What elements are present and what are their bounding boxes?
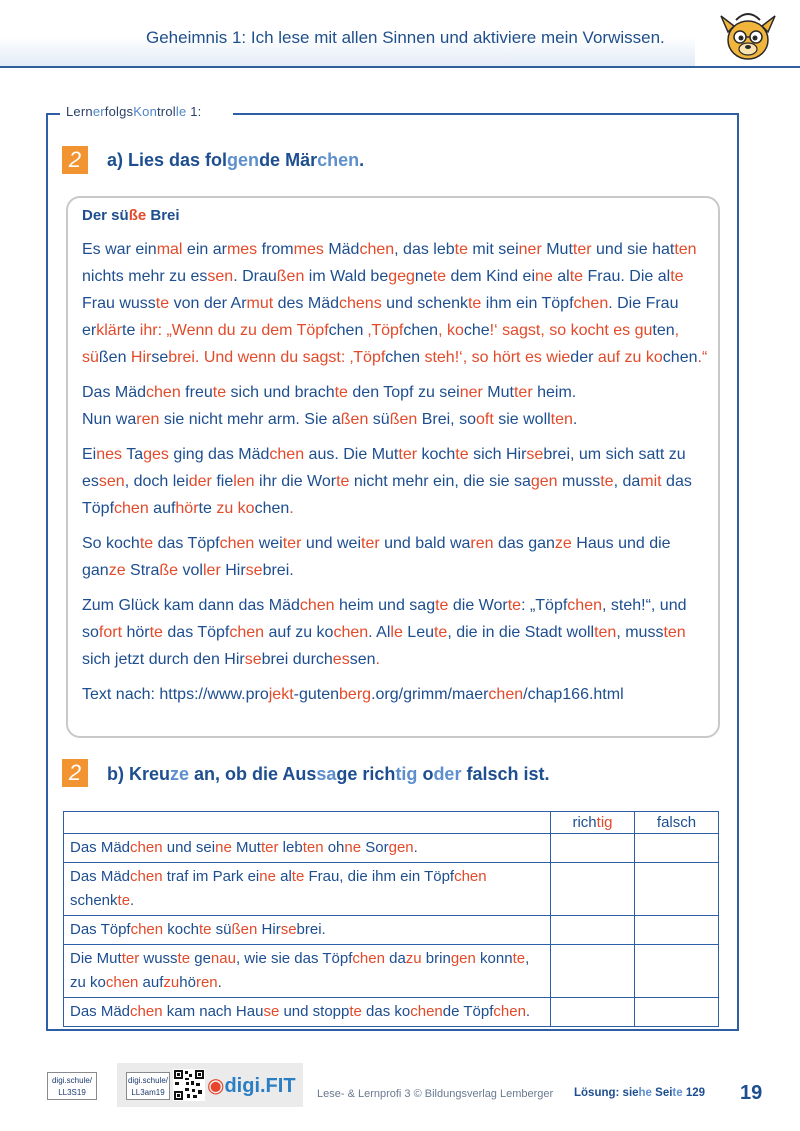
digi-fit-mark-icon: ◉ — [207, 1075, 225, 1097]
solution-reference: Lösung: siehe Seite 129 — [574, 1087, 706, 1099]
table-row — [64, 863, 719, 916]
copyright-text: Lese- & Lernprofi 3 © Bildungsverlag Lemberger — [317, 1088, 554, 1100]
table-row — [64, 916, 719, 945]
richtig-checkbox[interactable] — [551, 834, 635, 863]
story-paragraph: Eines Tages ging das Mädchen aus. Die Mutter kochte sich Hirsebrei, um sich satt zu essen, doch leider fielen ihr die Worte nicht mehr ein, die sie sagen musste, damit das Töpfchen aufhörte zu kochen. — [82, 446, 692, 517]
task-number-badge: 2 — [62, 146, 88, 174]
table-row — [64, 998, 719, 1027]
statement-text: Das Mädchen und seine Mutter lebten ohne Sorgen. — [64, 834, 551, 863]
story-text — [82, 236, 716, 716]
story-paragraph: Das Mädchen freute sich und brachte den Topf zu seiner Mutter heim. — [82, 384, 577, 401]
task-a-title: a) Lies das folgende Märchen. — [107, 150, 365, 170]
richtig-checkbox[interactable] — [551, 916, 635, 945]
story-paragraph: Zum Glück kam dann das Mädchen heim und sagte die Worte: „Töpfchen, steh!“, und sofort hörte das Töpfchen auf zu kochen. Alle Leute, die in die Stadt wollten, mussten sich jetzt durch den Hirsebrei durchessen. — [82, 597, 687, 668]
statement-text: Die Mutter wusste genau, wie sie das Töpfchen dazu bringen konnte, zu kochen aufzuhören. — [64, 945, 551, 998]
section-label: LernerfolgsKontrolle 1: — [66, 104, 202, 119]
richtig-checkbox[interactable] — [551, 863, 635, 916]
digi-schule-code-2[interactable]: digi.schule/ LL3am19 — [126, 1072, 170, 1100]
story-heading: Der süße Brei — [82, 207, 180, 224]
story-paragraph: So kochte das Töpfchen weiter und weiter und bald waren das ganze Haus und die ganze Straße voller Hirsebrei. — [82, 535, 671, 579]
story-paragraph: Es war einmal ein armes frommes Mädchen, das lebte mit seiner Mutter und sie hatten nichts mehr zu essen. Draußen im Wald begegnete dem Kind eine alte Frau. Die alte Frau wusste von der Armut des Mädchens und schenkte ihm ein Töpfchen. Die Frau erklärte ihr: „Wenn du zu dem Töpfchen ‚Töpfchen, koche!‘ sagst, so kocht es guten, süßen Hirsebrei. Und wenn du sagst: ‚Töpfchen steh!‘, so hört es wieder auf zu kochen.“ — [82, 241, 708, 366]
true-false-table — [63, 811, 719, 1027]
table-header-row — [64, 812, 719, 834]
statement-text: Das Mädchen traf im Park eine alte Frau, die ihm ein Töpfchen schenkte. — [64, 863, 551, 916]
header-divider — [0, 66, 800, 68]
statement-text: Das Mädchen kam nach Hause und stoppte das kochende Töpfchen. — [64, 998, 551, 1027]
falsch-checkbox[interactable] — [635, 998, 719, 1027]
falsch-checkbox[interactable] — [635, 916, 719, 945]
digi-fit-logo: ◉digi.FIT — [207, 1075, 296, 1097]
richtig-checkbox[interactable] — [551, 945, 635, 998]
column-header-richtig: richtig — [551, 812, 635, 834]
frame-top-right-edge — [233, 113, 739, 115]
task-number-badge: 2 — [62, 759, 88, 787]
mascot-icon — [718, 6, 778, 64]
page-title: Geheimnis 1: Ich lese mit allen Sinnen und aktiviere mein Vorwissen. — [146, 28, 665, 47]
falsch-checkbox[interactable] — [635, 945, 719, 998]
digi-schule-code[interactable]: digi.schule/ LL3S19 — [47, 1072, 97, 1100]
story-paragraph: Nun waren sie nicht mehr arm. Sie aßen süßen Brei, sooft sie wollten. — [82, 411, 578, 428]
falsch-checkbox[interactable] — [635, 863, 719, 916]
table-row — [64, 945, 719, 998]
table-header-empty — [64, 812, 551, 834]
column-header-falsch: falsch — [635, 812, 719, 834]
qr-code-icon[interactable] — [173, 1069, 205, 1101]
task-b-title: b) Kreuze an, ob die Aussage richtig oder falsch ist. — [107, 764, 550, 784]
page-number: 19 — [740, 1082, 763, 1104]
table-row — [64, 834, 719, 863]
statement-text: Das Töpfchen kochte süßen Hirsebrei. — [64, 916, 551, 945]
richtig-checkbox[interactable] — [551, 998, 635, 1027]
story-source: Text nach: https://www.projekt-gutenberg.org/grimm/maerchen/chap166.html — [82, 686, 624, 703]
frame-top-left-edge — [46, 113, 60, 115]
falsch-checkbox[interactable] — [635, 834, 719, 863]
